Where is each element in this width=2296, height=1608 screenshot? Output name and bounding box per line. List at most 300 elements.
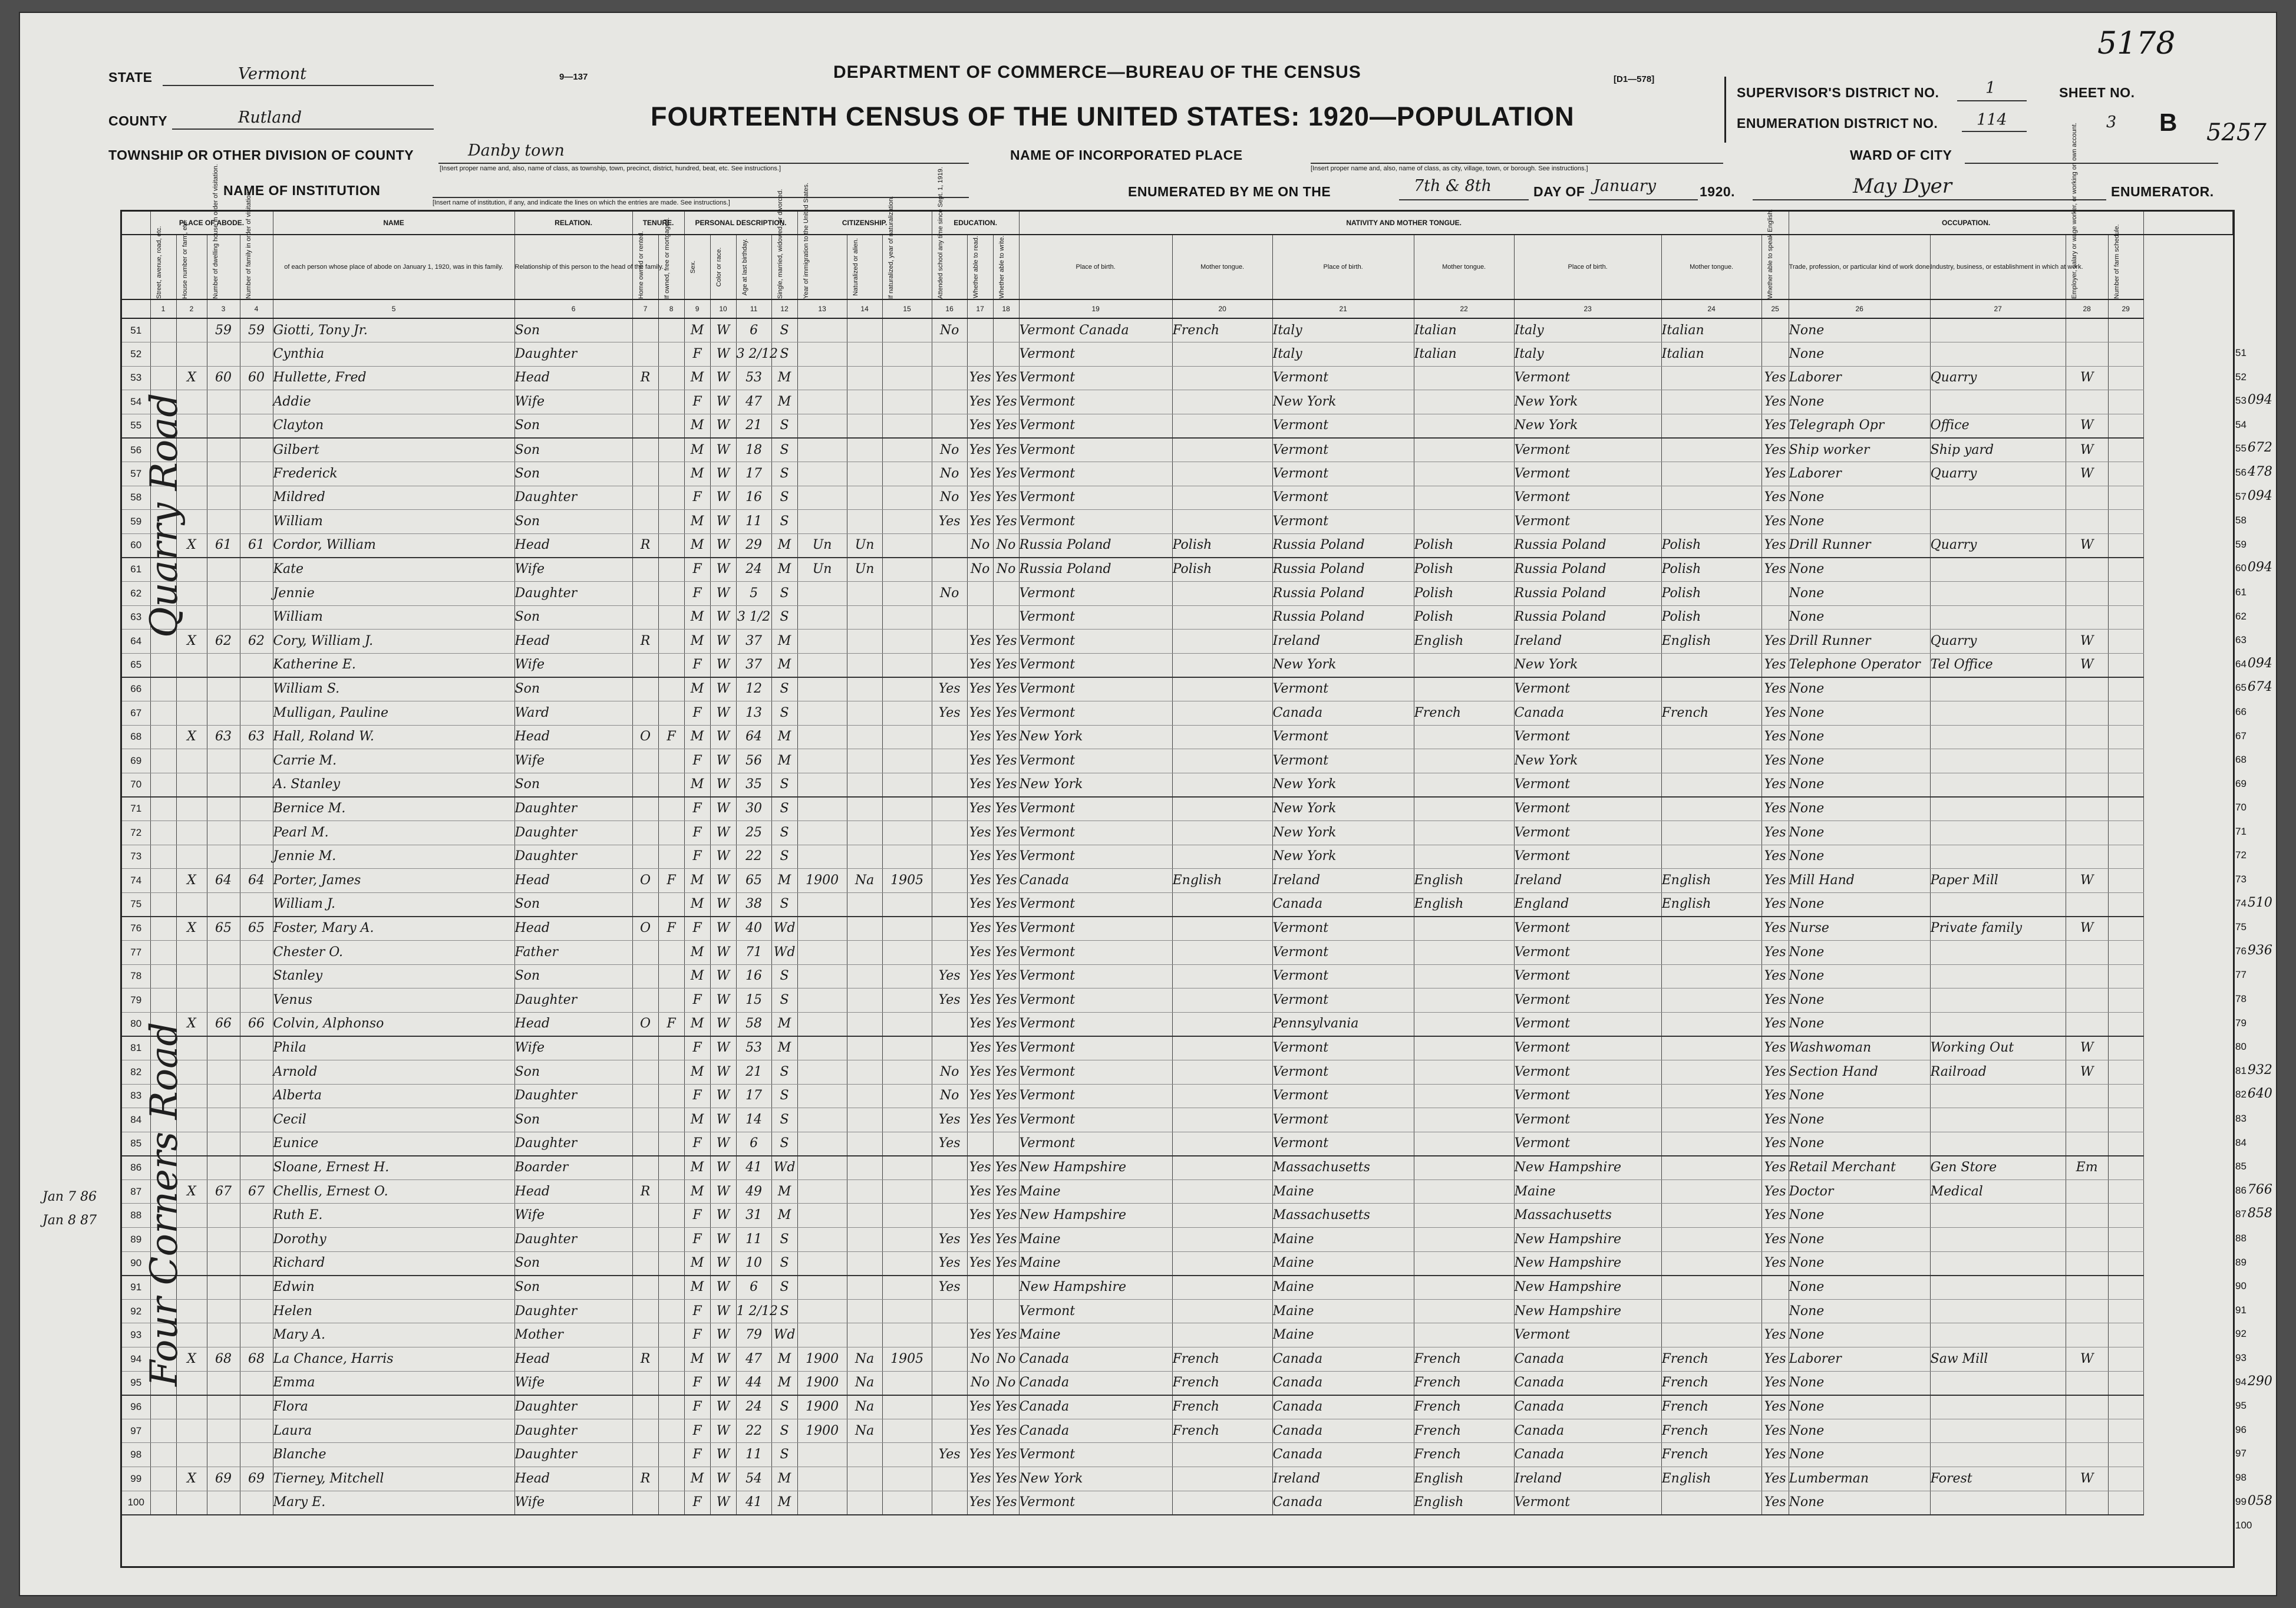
cell-ftongue: French [1414, 1395, 1514, 1419]
cell-own [632, 964, 658, 988]
column-header-25 [1761, 209, 1789, 299]
cell-farm [2108, 1419, 2143, 1443]
page-stamp: 5257 [2206, 119, 2267, 146]
table-row [122, 725, 2233, 749]
cell-ftongue [1414, 462, 1514, 486]
cell-age: 17 [736, 462, 771, 486]
cell-own [632, 1036, 658, 1060]
cell-emp: W [2066, 1347, 2108, 1372]
cell-imm [797, 1323, 847, 1347]
occupation-code: 094 [2247, 560, 2272, 575]
cell-mtongue [1661, 653, 1761, 677]
cell-tongue [1172, 605, 1272, 630]
right-margin-entry [2233, 604, 2275, 628]
cell-occ: Drill Runner [1789, 630, 1930, 654]
cell-natyr [882, 1419, 932, 1443]
cell-sch [932, 725, 967, 749]
cell-farm [2108, 725, 2143, 749]
table-row [122, 892, 2233, 917]
line-number: 77 [122, 940, 150, 964]
cell-pob: Vermont [1019, 486, 1172, 510]
column-number-25: 25 [1761, 299, 1789, 318]
cell-tongue [1172, 1467, 1272, 1491]
cell-mpob: Canada [1514, 1371, 1661, 1395]
cell-name: Flora [273, 1395, 514, 1419]
cell-dw [207, 1084, 240, 1108]
cell-write: Yes [993, 1156, 1019, 1180]
cell-write: Yes [993, 1323, 1019, 1347]
sheet-number: 3 [2106, 113, 2117, 131]
cell-pob: Canada [1019, 1419, 1172, 1443]
cell-name: Addie [273, 390, 514, 414]
cell-read: Yes [967, 1395, 993, 1419]
cell-own [632, 677, 658, 701]
cell-mtongue [1661, 366, 1761, 390]
cell-dw [207, 1491, 240, 1515]
cell-sch [932, 605, 967, 630]
group-farm-blank [2143, 212, 2232, 235]
cell-name: Phila [273, 1036, 514, 1060]
cell-race: W [710, 414, 736, 438]
cell-name: A. Stanley [273, 773, 514, 797]
table-row [122, 821, 2233, 845]
cell-natyr [882, 1371, 932, 1395]
cell-mort [658, 1395, 684, 1419]
cell-race: W [710, 1108, 736, 1132]
cell-imm [797, 653, 847, 677]
cell-c1 [150, 940, 176, 964]
cell-tongue [1172, 1299, 1272, 1323]
right-margin-entry [2233, 485, 2275, 509]
cell-dw [207, 1132, 240, 1156]
cell-c1 [150, 797, 176, 821]
cell-age: 41 [736, 1156, 771, 1180]
county-underline [172, 128, 434, 130]
cell-natyr [882, 366, 932, 390]
month-underline [1589, 199, 1698, 200]
cell-pob: Russia Poland [1019, 558, 1172, 582]
cell-read [967, 1276, 993, 1300]
cell-age: 18 [736, 438, 771, 462]
occupation-code: 674 [2247, 680, 2272, 695]
line-number: 93 [122, 1323, 150, 1347]
cell-eng: Yes [1761, 630, 1789, 654]
cell-c1 [150, 917, 176, 941]
cell-occ: None [1789, 1371, 1930, 1395]
cell-nat: Na [847, 1419, 882, 1443]
right-margin-entry [2233, 867, 2275, 891]
cell-rel: Head [514, 630, 632, 654]
cell-fam [240, 1323, 273, 1347]
cell-mpob: Vermont [1514, 988, 1661, 1013]
cell-write: Yes [993, 1204, 1019, 1228]
cell-sch [932, 390, 967, 414]
right-line-number: 59 [2235, 538, 2246, 550]
column-number-21: 21 [1272, 299, 1414, 318]
cell-sch: Yes [932, 701, 967, 726]
cell-sch [932, 558, 967, 582]
cell-mort [658, 988, 684, 1013]
cell-nat [847, 749, 882, 773]
cell-eng: Yes [1761, 1012, 1789, 1036]
cell-occ: None [1789, 510, 1930, 534]
cell-imm: 1900 [797, 869, 847, 893]
cell-write: No [993, 1347, 1019, 1372]
cell-fam [240, 1036, 273, 1060]
cell-name: Mary E. [273, 1491, 514, 1515]
cell-age: 10 [736, 1251, 771, 1276]
column-header-28 [2066, 123, 2108, 299]
cell-own [632, 1084, 658, 1108]
cell-race: W [710, 630, 736, 654]
right-line-number: 93 [2235, 1352, 2246, 1363]
cell-ind [1930, 582, 2066, 606]
cell-name: Foster, Mary A. [273, 917, 514, 941]
cell-race: W [710, 438, 736, 462]
cell-emp: W [2066, 653, 2108, 677]
cell-sex: M [684, 964, 710, 988]
cell-own [632, 773, 658, 797]
cell-name: Sloane, Ernest H. [273, 1156, 514, 1180]
cell-c2 [176, 940, 207, 964]
cell-nat [847, 630, 882, 654]
cell-pob: Vermont [1019, 390, 1172, 414]
column-header-26: Trade, profession, or particular kind of work done. [1789, 235, 1930, 299]
cell-occ: Mill Hand [1789, 869, 1930, 893]
township-underline [438, 163, 969, 164]
cell-sch [932, 1179, 967, 1204]
ward-label: WARD OF CITY [1850, 147, 1952, 163]
cell-read: Yes [967, 677, 993, 701]
cell-imm [797, 1299, 847, 1323]
cell-mort [658, 582, 684, 606]
cell-mort [658, 1228, 684, 1252]
cell-ftongue: Italian [1414, 318, 1514, 342]
cell-ms: M [771, 1467, 797, 1491]
cell-nat [847, 964, 882, 988]
cell-ftongue [1414, 1060, 1514, 1084]
cell-emp [2066, 390, 2108, 414]
cell-eng: Yes [1761, 797, 1789, 821]
cell-age: 14 [736, 1108, 771, 1132]
cell-tongue [1172, 749, 1272, 773]
group-tenure: TENURE. [632, 212, 684, 235]
column-number-19: 19 [1019, 299, 1172, 318]
cell-mtongue [1661, 1132, 1761, 1156]
cell-read: Yes [967, 390, 993, 414]
line-number: 61 [122, 558, 150, 582]
column-header-27: Industry, business, or establishment in which at work. [1930, 235, 2066, 299]
cell-age: 41 [736, 1491, 771, 1515]
cell-mpob: New York [1514, 749, 1661, 773]
column-header-text-3: Number of dwelling house in order of visitation. [212, 164, 219, 299]
cell-c1 [150, 318, 176, 342]
table-row [122, 1228, 2233, 1252]
cell-imm [797, 821, 847, 845]
cell-pob: New Hampshire [1019, 1276, 1172, 1300]
cell-sch [932, 869, 967, 893]
cell-natyr [882, 1395, 932, 1419]
cell-eng: Yes [1761, 1323, 1789, 1347]
line-number: 74 [122, 869, 150, 893]
cell-ms: S [771, 701, 797, 726]
table-row [122, 1395, 2233, 1419]
cell-write: Yes [993, 725, 1019, 749]
cell-own [632, 988, 658, 1013]
cell-name: Colvin, Alphonso [273, 1012, 514, 1036]
cell-fpob: Vermont [1272, 510, 1414, 534]
cell-mpob: Canada [1514, 1347, 1661, 1372]
cell-read: Yes [967, 773, 993, 797]
cell-farm [2108, 462, 2143, 486]
cell-farm [2108, 1467, 2143, 1491]
cell-own [632, 1060, 658, 1084]
column-header-text-14: Naturalized or alien. [852, 238, 859, 296]
cell-dw: 61 [207, 533, 240, 558]
cell-nat [847, 1108, 882, 1132]
cell-read: Yes [967, 486, 993, 510]
cell-age: 25 [736, 821, 771, 845]
column-header-12 [771, 189, 797, 299]
cell-fpob: Canada [1272, 1491, 1414, 1515]
column-header-text-15: If naturalized, year of naturalization. [887, 196, 895, 299]
right-line-number: 68 [2235, 754, 2246, 766]
cell-c2 [176, 318, 207, 342]
right-line-number: 62 [2235, 610, 2246, 622]
cell-write [993, 342, 1019, 367]
cell-eng: Yes [1761, 558, 1789, 582]
line-number: 58 [122, 486, 150, 510]
cell-farm [2108, 1108, 2143, 1132]
right-line-number: 61 [2235, 586, 2246, 598]
right-margin-entry [2233, 341, 2275, 365]
cell-age: 3 2/12 [736, 342, 771, 367]
cell-age: 40 [736, 917, 771, 941]
cell-fam: 64 [240, 869, 273, 893]
cell-tongue: French [1172, 318, 1272, 342]
cell-race: W [710, 725, 736, 749]
cell-mpob: England [1514, 892, 1661, 917]
cell-pob: Vermont [1019, 582, 1172, 606]
cell-age: 31 [736, 1204, 771, 1228]
cell-name: Carrie M. [273, 749, 514, 773]
cell-fpob: Vermont [1272, 725, 1414, 749]
supervisor-label: SUPERVISOR'S DISTRICT NO. [1737, 85, 1939, 100]
cell-write: Yes [993, 1084, 1019, 1108]
cell-fpob: Massachusetts [1272, 1156, 1414, 1180]
cell-rel: Son [514, 1108, 632, 1132]
cell-age: 24 [736, 1395, 771, 1419]
cell-mtongue [1661, 1251, 1761, 1276]
cell-name: Emma [273, 1371, 514, 1395]
cell-c2 [176, 342, 207, 367]
cell-emp [2066, 582, 2108, 606]
cell-occ: None [1789, 940, 1930, 964]
column-header-text-7: Home owned or rented. [637, 231, 645, 299]
cell-pob: Vermont [1019, 438, 1172, 462]
cell-age: 3 1/2 [736, 605, 771, 630]
cell-occ: Laborer [1789, 1347, 1930, 1372]
cell-tongue [1172, 940, 1272, 964]
cell-ind [1930, 797, 2066, 821]
cell-write: Yes [993, 701, 1019, 726]
right-margin-entry [2233, 580, 2275, 604]
cell-sch: No [932, 1084, 967, 1108]
occupation-code: 510 [2247, 895, 2272, 910]
cell-own: R [632, 366, 658, 390]
cell-mort [658, 438, 684, 462]
column-header-13 [797, 182, 847, 299]
cell-sex: F [684, 1132, 710, 1156]
cell-c1 [150, 1419, 176, 1443]
cell-ind: Medical [1930, 1179, 2066, 1204]
column-header-4 [240, 190, 273, 299]
cell-emp: W [2066, 630, 2108, 654]
cell-ftongue [1414, 677, 1514, 701]
cell-ind [1930, 486, 2066, 510]
cell-fam [240, 653, 273, 677]
cell-pob: Vermont [1019, 701, 1172, 726]
cell-eng: Yes [1761, 653, 1789, 677]
cell-mtongue [1661, 964, 1761, 988]
cell-sch [932, 1299, 967, 1323]
cell-sch [932, 1012, 967, 1036]
right-margin-entry [2233, 436, 2275, 460]
cell-ind [1930, 390, 2066, 414]
right-margin-entry [2233, 676, 2275, 700]
cell-fam [240, 1491, 273, 1515]
township-note: [Insert proper name and, also, name of class, as township, town, precinct, district, hundred, beat, etc. See instructions.] [440, 165, 781, 172]
cell-mort [658, 1156, 684, 1180]
cell-farm [2108, 605, 2143, 630]
cell-age: 29 [736, 533, 771, 558]
cell-emp [2066, 677, 2108, 701]
cell-emp [2066, 1204, 2108, 1228]
cell-dw [207, 414, 240, 438]
table-row [122, 1419, 2233, 1443]
cell-own [632, 486, 658, 510]
cell-emp [2066, 1084, 2108, 1108]
cell-ind [1930, 1251, 2066, 1276]
cell-mort [658, 318, 684, 342]
table-row [122, 749, 2233, 773]
cell-own: R [632, 1347, 658, 1372]
cell-mpob: Russia Poland [1514, 582, 1661, 606]
cell-imm [797, 1012, 847, 1036]
table-row [122, 318, 2233, 342]
cell-rel: Son [514, 1060, 632, 1084]
schedule-body [122, 318, 2233, 1515]
cell-fam [240, 438, 273, 462]
cell-pob: Vermont [1019, 510, 1172, 534]
group-relation: RELATION. [514, 212, 632, 235]
cell-read: Yes [967, 1012, 993, 1036]
cell-nat [847, 1036, 882, 1060]
cell-age: 13 [736, 701, 771, 726]
cell-read: Yes [967, 414, 993, 438]
cell-ms: Wd [771, 917, 797, 941]
cell-mtongue: French [1661, 1371, 1761, 1395]
cell-ftongue [1414, 1299, 1514, 1323]
cell-pob: Vermont [1019, 797, 1172, 821]
cell-name: Arnold [273, 1060, 514, 1084]
cell-ind: Quarry [1930, 462, 2066, 486]
cell-dw [207, 821, 240, 845]
cell-read: No [967, 533, 993, 558]
cell-own [632, 605, 658, 630]
cell-natyr [882, 318, 932, 342]
cell-rel: Son [514, 510, 632, 534]
cell-ftongue: French [1414, 1347, 1514, 1372]
cell-race: W [710, 1251, 736, 1276]
table-row [122, 917, 2233, 941]
cell-read: Yes [967, 1323, 993, 1347]
cell-natyr [882, 1443, 932, 1467]
cell-fam [240, 821, 273, 845]
cell-ind: Quarry [1930, 366, 2066, 390]
district-box [1724, 77, 2036, 143]
cell-farm [2108, 366, 2143, 390]
cell-read [967, 605, 993, 630]
cell-pob: Canada [1019, 1395, 1172, 1419]
cell-natyr [882, 1323, 932, 1347]
right-margin-entry [2233, 724, 2275, 748]
cell-fpob: Vermont [1272, 1084, 1414, 1108]
cell-mort [658, 390, 684, 414]
cell-race: W [710, 342, 736, 367]
column-header-18 [993, 235, 1019, 299]
cell-natyr [882, 725, 932, 749]
cell-mtongue [1661, 414, 1761, 438]
column-header-text-4: Number of family in order of visitation. [245, 190, 252, 299]
cell-fpob: Ireland [1272, 630, 1414, 654]
cell-ind: Gen Store [1930, 1156, 2066, 1180]
cell-natyr [882, 821, 932, 845]
line-number: 75 [122, 892, 150, 917]
cell-tongue [1172, 1108, 1272, 1132]
cell-mtongue [1661, 1084, 1761, 1108]
cell-occ: None [1789, 725, 1930, 749]
cell-fpob: Maine [1272, 1323, 1414, 1347]
cell-mtongue [1661, 1036, 1761, 1060]
cell-natyr [882, 462, 932, 486]
cell-race: W [710, 1299, 736, 1323]
cell-occ: None [1789, 1108, 1930, 1132]
cell-age: 12 [736, 677, 771, 701]
cell-age: 1 2/12 [736, 1299, 771, 1323]
cell-sch [932, 1036, 967, 1060]
cell-mpob: Vermont [1514, 845, 1661, 869]
cell-tongue [1172, 917, 1272, 941]
cell-occ: None [1789, 318, 1930, 342]
cell-c1 [150, 1443, 176, 1467]
cell-sex: F [684, 701, 710, 726]
cell-occ: Nurse [1789, 917, 1930, 941]
cell-mtongue [1661, 486, 1761, 510]
road-label-upper: Quarry Road [143, 393, 186, 638]
cell-occ: None [1789, 1228, 1930, 1252]
cell-write: Yes [993, 1228, 1019, 1252]
cell-farm [2108, 1132, 2143, 1156]
right-margin-entry [2233, 891, 2275, 915]
cell-tongue [1172, 821, 1272, 845]
table-row [122, 940, 2233, 964]
cell-mort [658, 1371, 684, 1395]
cell-eng: Yes [1761, 438, 1789, 462]
cell-sch [932, 533, 967, 558]
cell-mort [658, 653, 684, 677]
cell-age: 44 [736, 1371, 771, 1395]
